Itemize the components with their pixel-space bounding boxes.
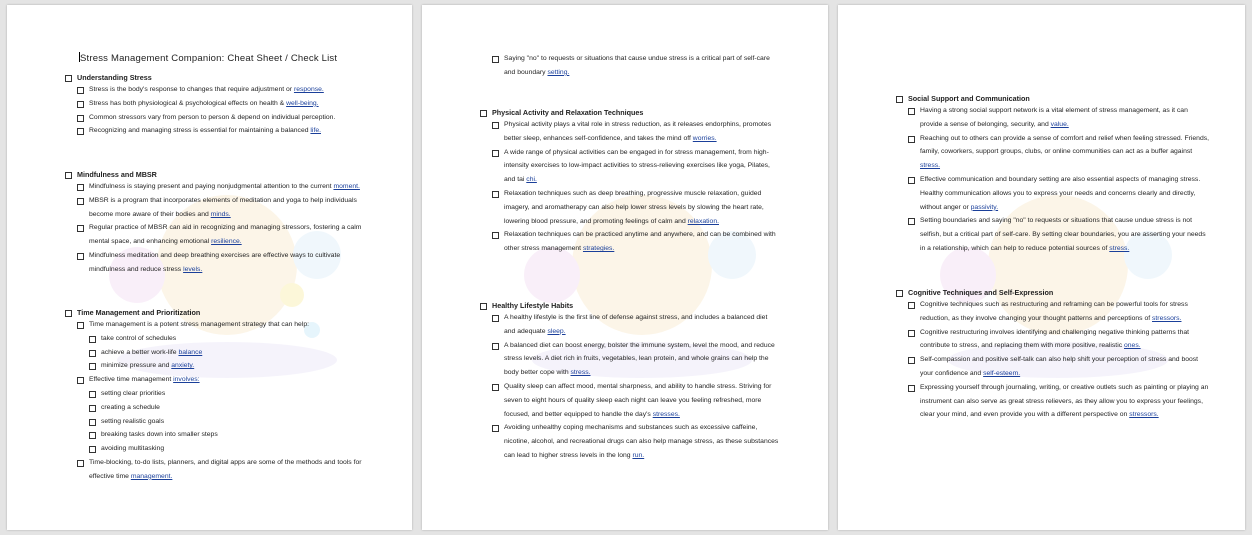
document-page-3 [838,5,1245,530]
heading-text: Time Management and Prioritization [77,308,201,317]
checkbox[interactable] [65,75,72,82]
checkbox[interactable] [77,377,84,384]
section-mindfulness [65,169,365,277]
checkbox[interactable] [908,218,915,225]
checkbox[interactable] [77,128,84,135]
checkbox[interactable] [77,225,84,232]
checkbox[interactable] [492,425,499,432]
list-item[interactable] [77,373,365,387]
item-text: Quality sleep can affect mood, mental sharpness, and ability to handle stress. Striving for seven to eight hours of quality sleep each night can leave you feeling refreshed, more focused, and better equipped to handle the day's [504,382,772,418]
checkbox[interactable] [65,310,72,317]
checkbox[interactable] [77,198,84,205]
item-text: setting clear priorities [101,389,166,397]
list-item[interactable] [77,83,365,97]
underlined-word: stressors. [1152,314,1182,322]
checkbox[interactable] [896,290,903,297]
list-item[interactable] [492,421,780,462]
continued-item [480,52,780,80]
item-text: Relaxation techniques such as deep breathing, progressive muscle relaxation, guided imagery, and aromatherapy can also help lower stress levels by slowing the heart rate, lowering blood pressure, and promoting feelings of calm and [504,189,764,225]
item-text: Having a strong social support network is a vital element of stress management, as it can provide a sense of belonging, security, and [920,107,1188,128]
list-item[interactable] [77,111,365,125]
underlined-word: run. [632,451,645,459]
checkbox[interactable] [908,136,915,143]
underlined-word: stresses. [652,410,680,418]
item-text: avoiding multitasking [101,445,165,453]
underlined-word: stressors. [1129,411,1159,419]
item-text: Physical activity plays a vital role in stress reduction, as it releases endorphins, promotes better sleep, enhances self-confidence, and takes the mind off [504,121,772,142]
section-heading[interactable] [480,107,780,118]
item-text: Expressing yourself through journaling, writing, or creative outlets such as painting or playing an instrument can also serve as great stress relievers, as they allow you to express your feelings, clear your mind, and even provide you with a different perspective on [920,383,1209,419]
checkbox[interactable] [492,315,499,322]
item-text: Recognizing and managing stress is essential for maintaining a balanced [89,127,311,135]
item-text: MBSR is a program that incorporates elements of meditation and yoga to help individuals become more aware of their bodies and [89,196,357,218]
checkbox[interactable] [77,87,84,94]
checkbox[interactable] [77,184,84,191]
item-text: Setting boundaries and saying "no" to requests or situations that cause undue stress is not selfish, but a critical part of self-care. By setting clear boundaries, you are asserting your needs in a relationship, which can help to reduce potential sources of [920,217,1206,252]
checkbox[interactable] [908,330,915,337]
heading-text: Social Support and Communication [908,94,1030,103]
sub-list-item[interactable] [89,387,365,401]
underlined-word: response. [293,86,324,93]
item-text: Avoiding unhealthy coping mechanisms and substances such as excessive caffeine, nicotine, alcohol, and recreational drugs can also help manage stress, as these substances can lead to higher stress levels in the long [504,424,779,459]
item-text: Common stressors vary from person to person & depend on individual perception. [89,113,336,121]
underlined-word: levels. [183,265,203,273]
section-heading[interactable] [65,72,365,83]
checkbox[interactable] [89,432,96,439]
list-item[interactable] [77,318,365,332]
list-item[interactable] [492,146,780,187]
checkbox[interactable] [480,110,487,117]
checkbox[interactable] [492,150,499,157]
list-item[interactable] [908,214,1211,255]
list-item[interactable] [908,132,1211,173]
list-item[interactable] [77,97,365,111]
underlined-word: strategies. [582,245,615,253]
checkbox[interactable] [908,177,915,184]
underlined-word: minds. [210,210,231,218]
item-text: creating a schedule [101,403,160,411]
section-healthy-lifestyle [480,300,780,463]
item-text: Cognitive restructuring involves identifying and challenging negative thinking patterns that contribute to stress, and replacing them with more positive, realistic [920,328,1190,350]
heading-text: Understanding Stress [77,73,152,82]
item-text: Stress has both physiological & psychological effects on health & [89,99,287,107]
item-text: Regular practice of MBSR can aid in recognizing and managing stressors, fostering a calm mental space, and enhancing emotional [89,224,362,246]
list-item[interactable] [492,311,780,339]
section-social-support [896,93,1211,256]
underlined-word: ones. [1124,342,1141,350]
underlined-word: stress. [570,369,591,377]
document-page-1 [7,5,412,530]
underlined-word: stress. [920,162,941,170]
list-item[interactable] [492,52,780,80]
checkbox[interactable] [89,350,96,357]
item-text: Time-blocking, to-do lists, planners, and digital apps are some of the methods and tools for effective time [89,458,362,480]
item-text: Effective time management [89,376,174,384]
heading-text: Healthy Lifestyle Habits [492,301,574,310]
heading-text: Cognitive Techniques and Self-Expression [908,288,1054,297]
item-text: Mindfulness meditation and deep breathing exercises are effective ways to cultivate mindfulness and reduce stress [89,251,341,273]
checkbox[interactable] [492,56,499,63]
checkbox[interactable] [89,419,96,426]
underlined-word: anxiety. [171,362,195,370]
item-text: achieve a better work-life [101,348,179,356]
list-item[interactable] [492,228,780,256]
section-heading[interactable] [65,307,365,318]
underlined-word: balance [178,348,203,356]
checkbox[interactable] [908,385,915,392]
checkbox[interactable] [908,302,915,309]
underlined-word: worries. [692,134,717,142]
item-text: setting realistic goals [101,417,165,425]
underlined-word: sleep. [547,327,566,335]
list-item[interactable] [77,194,365,222]
underlined-word: life. [310,127,321,135]
list-item[interactable] [77,249,365,277]
document-title-text: Stress Management Companion: Cheat Sheet / Check List [80,53,338,64]
checkbox[interactable] [77,115,84,122]
sub-list-item[interactable] [89,332,365,346]
list-item[interactable] [77,221,365,249]
checkbox[interactable] [492,232,499,239]
section-heading[interactable] [896,93,1211,104]
underlined-word: chi. [526,176,537,184]
list-item[interactable] [77,180,365,194]
underlined-word: well-being. [286,99,319,107]
item-text: Mindfulness is staying present and paying nonjudgmental attention to the current [89,183,334,190]
item-text: Relaxation techniques can be practiced anytime and anywhere, and can be combined with other stress management [504,231,776,253]
section-understanding-stress [65,72,365,138]
underlined-word: self-esteem. [983,369,1021,377]
underlined-word: management. [130,472,173,480]
checkbox[interactable] [89,363,96,370]
list-item[interactable] [492,339,780,380]
checkbox[interactable] [89,446,96,453]
checkbox[interactable] [77,253,84,260]
heading-text: Physical Activity and Relaxation Techniques [492,108,644,117]
heading-text: Mindfulness and MBSR [77,170,157,179]
section-heading[interactable] [896,287,1211,298]
checkbox[interactable] [77,460,84,467]
checkbox[interactable] [89,391,96,398]
item-text: A healthy lifestyle is the first line of defense against stress, and includes a balanced diet and adequate [504,314,768,335]
sub-list-item[interactable] [89,415,365,429]
section-cognitive-techniques [896,287,1211,422]
list-item[interactable] [492,187,780,228]
underlined-word: stress. [1109,244,1130,252]
item-text: A wide range of physical activities can be engaged in for stress management, from high-intensity exercises to low-impact activities to stress-relieving exercises like yoga, Pilates, and tai [504,148,770,184]
sub-list-item[interactable] [89,401,365,415]
list-item[interactable] [908,298,1211,326]
list-item[interactable] [77,124,365,138]
list-item[interactable] [908,353,1211,381]
underlined-word: involves: [173,376,200,384]
checkbox[interactable] [492,343,499,350]
checkbox[interactable] [896,96,903,103]
sub-list-item[interactable] [89,359,365,373]
item-text: Cognitive techniques such as restructuring and reframing can be powerful tools for stress reduction, as they involve changing your thought patterns and perceptions of [920,301,1188,322]
checkbox[interactable] [908,357,915,364]
underlined-word: setting. [547,68,570,76]
sub-list-item[interactable] [89,442,365,456]
item-text: Reaching out to others can provide a sense of comfort and relief when feeling stressed. Friends, family, coworkers, support groups, clubs, or online communities can act as a buffer against [920,134,1210,156]
item-text: minimize pressure and [101,362,172,370]
checkbox[interactable] [77,101,84,108]
section-time-management [65,307,365,484]
item-text: Time management is a potent stress management strategy that can help: [89,321,310,328]
checkbox[interactable] [492,191,499,198]
item-text: breaking tasks down into smaller steps [101,431,218,439]
checkbox[interactable] [480,303,487,310]
item-text: Self-compassion and positive self-talk can also help shift your perception of stress and boost your confidence and [920,356,1199,377]
item-text: Stress is the body's response to changes that require adjustment or [89,86,294,93]
item-text: take control of schedules [101,334,177,342]
item-text: A balanced diet can boost energy, bolster the immune system, level the mood, and reduce stress levels. A diet rich in fruits, vegetables, lean protein, and whole grains can help the body better cope with [504,341,775,377]
list-item[interactable] [492,380,780,421]
checkbox[interactable] [492,384,499,391]
checkbox[interactable] [492,122,499,129]
section-physical-activity [480,107,780,256]
list-item[interactable] [908,326,1211,354]
list-item[interactable] [492,118,780,146]
item-text: Effective communication and boundary setting are also essential aspects of managing stress. Healthy communication allows you to express your needs and concerns clearly and directly, without anger or [920,175,1201,211]
underlined-word: relaxation. [687,217,719,225]
sub-list-item[interactable] [89,346,365,360]
checkbox[interactable] [89,336,96,343]
checkbox[interactable] [77,322,84,329]
underlined-word: resilience. [211,238,242,246]
section-heading[interactable] [480,300,780,311]
underlined-word: moment. [333,183,360,190]
checkbox[interactable] [89,405,96,412]
document-page-2 [422,5,828,530]
checkbox[interactable] [65,172,72,179]
document-title[interactable] [79,52,337,64]
list-item[interactable] [908,381,1211,422]
list-item[interactable] [908,104,1211,132]
underlined-word: passivity. [970,203,999,211]
item-text: Saying "no" to requests or situations that cause undue stress is a critical part of self-care and boundary [504,55,770,76]
underlined-word: value. [1050,120,1069,128]
section-heading[interactable] [65,169,365,180]
list-item[interactable] [77,456,365,484]
sub-list-item[interactable] [89,428,365,442]
checkbox[interactable] [908,108,915,115]
list-item[interactable] [908,173,1211,214]
